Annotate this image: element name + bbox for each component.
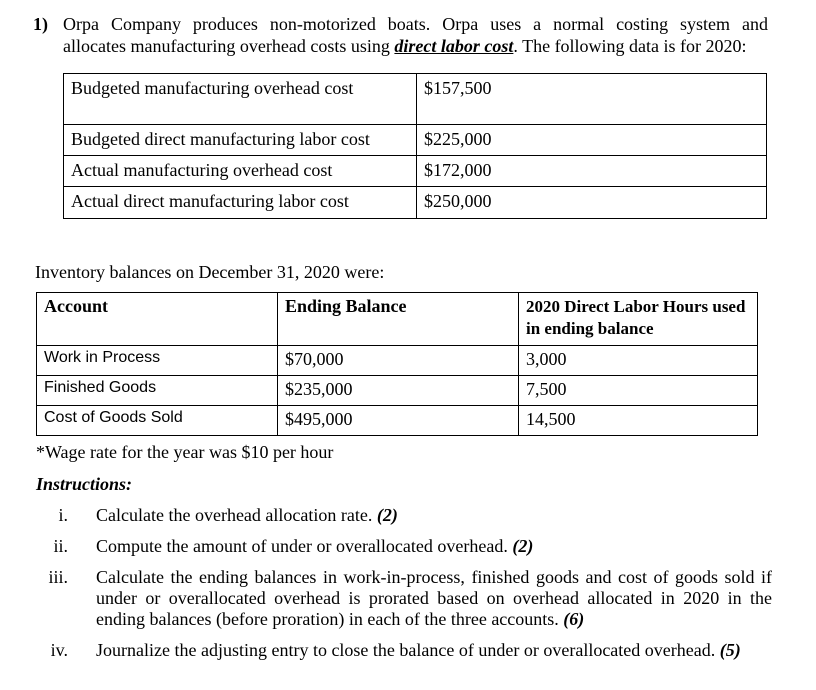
table-row: [64, 74, 767, 125]
hours-cell: 3,000: [519, 346, 758, 376]
balance-cell: $235,000: [278, 376, 519, 406]
item-text: Journalize the adjusting entry to close the balance of under or overallocated overhead.: [96, 640, 720, 660]
item-points: (5): [719, 640, 741, 660]
budget-value: $250,000: [417, 187, 767, 219]
budget-data-table: [63, 73, 767, 219]
account-cell: Work in Process: [37, 346, 278, 376]
header-labor-hours: 2020 Direct Labor Hours used in ending balance: [519, 293, 758, 346]
inventory-table: [36, 292, 758, 436]
hours-cell: 7,500: [519, 376, 758, 406]
header-ending-balance: Ending Balance: [278, 293, 519, 346]
item-text: Calculate the ending balances in work-in-process, finished goods and cost of goods sold if under or overallocated overhead is prorated based on overhead allocated in 2020 in the ending balances (before proration) in each of the three accounts.: [96, 567, 772, 629]
budget-label: Actual direct manufacturing labor cost: [64, 187, 417, 219]
item-points: (2): [376, 505, 398, 525]
list-item: [36, 505, 772, 526]
item-number: iv.: [50, 640, 68, 660]
table-row: [37, 346, 758, 376]
balance-cell: $495,000: [278, 406, 519, 436]
budget-value: $157,500: [417, 74, 767, 125]
question-number: 1): [33, 14, 48, 34]
item-number: iii.: [48, 567, 68, 587]
question-line-2-text: allocates manufacturing overhead costs using: [63, 36, 395, 56]
budget-value: $172,000: [417, 156, 767, 187]
item-text: Calculate the overhead allocation rate.: [96, 505, 377, 525]
question-line-1: Orpa Company produces non-motorized boats. Orpa uses a normal costing system and: [63, 14, 768, 34]
question-line-2-end: . The following data is for 2020:: [513, 36, 747, 56]
table-row: [64, 187, 767, 219]
item-points: (2): [512, 536, 534, 556]
budget-label: Budgeted manufacturing overhead cost: [64, 74, 417, 125]
table-header-row: [37, 293, 758, 346]
table-row: [64, 156, 767, 187]
budget-label: Actual manufacturing overhead cost: [64, 156, 417, 187]
hours-cell: 14,500: [519, 406, 758, 436]
list-item: [36, 567, 772, 630]
table-row: [37, 376, 758, 406]
balance-cell: $70,000: [278, 346, 519, 376]
budget-label: Budgeted direct manufacturing labor cost: [64, 125, 417, 156]
budget-value: $225,000: [417, 125, 767, 156]
inventory-intro: Inventory balances on December 31, 2020 were:: [35, 262, 385, 282]
account-cell: Cost of Goods Sold: [37, 406, 278, 436]
table-row: [64, 125, 767, 156]
table-row: [37, 406, 758, 436]
item-number: i.: [58, 505, 68, 525]
header-account: Account: [37, 293, 278, 346]
item-points: (6): [563, 609, 585, 629]
item-number: ii.: [53, 536, 68, 556]
wage-note: *Wage rate for the year was $10 per hour: [36, 442, 334, 462]
account-cell: Finished Goods: [37, 376, 278, 406]
list-item: [36, 640, 772, 661]
instructions-list: [36, 505, 772, 671]
direct-labor-cost-emphasis: direct labor cost: [394, 36, 514, 56]
question-line-2: [63, 35, 768, 57]
instructions-title: Instructions:: [36, 474, 133, 494]
list-item: [36, 536, 772, 557]
item-text: Compute the amount of under or overallocated overhead.: [96, 536, 513, 556]
